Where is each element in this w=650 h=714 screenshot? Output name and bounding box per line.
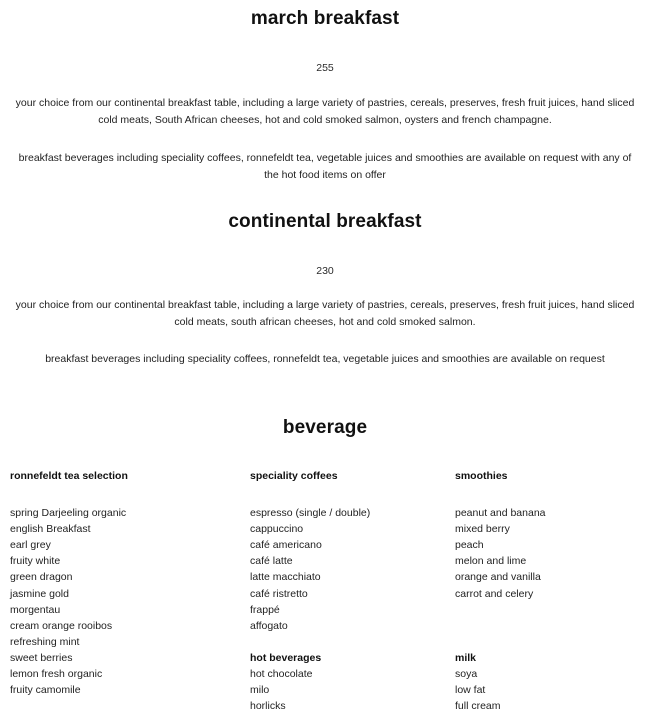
beverage-column-tea — [10, 468, 240, 698]
list-item: refreshing mint — [10, 635, 80, 648]
march-breakfast-description-1: your choice from our continental breakfast table, including a large variety of pastries, cereals, preserves, fresh fruit juices, hand sliced cold meats, South African cheeses, hot and cold smoked salmon, oysters and french champagne. — [15, 96, 635, 126]
list-item: fruity camomile — [10, 684, 81, 697]
milk-item-list — [455, 666, 640, 714]
beverage-title: beverage — [282, 417, 368, 438]
smoothies-column-spacer-3 — [455, 634, 640, 650]
continental-breakfast-description-2: breakfast beverages including speciality coffees, ronnefeldt tea, vegetable juices and smoothies are available on request — [45, 353, 605, 365]
continental-breakfast-description-1: your choice from our continental breakfast table, including a large variety of pastries, cereals, preserves, fresh fruit juices, hand sliced cold meats, south african cheeses, hot and cold smoked salmon. — [15, 299, 635, 328]
hot-beverages-subheading: hot beverages — [250, 651, 322, 664]
coffee-column-heading: speciality coffees — [250, 470, 338, 482]
list-item: jasmine gold — [10, 587, 69, 600]
coffee-column-spacer — [250, 634, 440, 650]
list-item: full cream — [455, 700, 501, 713]
list-item: green dragon — [10, 571, 73, 584]
list-item: espresso (single / double) — [250, 507, 371, 520]
list-item: peach — [455, 539, 484, 552]
march-breakfast-title: march breakfast — [250, 8, 400, 29]
list-item: lemon fresh organic — [10, 668, 103, 681]
list-item: milo — [250, 684, 270, 697]
section-beverage — [10, 368, 640, 713]
list-item: english Breakfast — [10, 523, 91, 536]
list-item: soya — [455, 668, 478, 681]
tea-item-list — [10, 505, 240, 698]
list-item: horlicks — [250, 700, 286, 713]
smoothies-column-spacer-2 — [455, 618, 640, 634]
coffee-item-list — [250, 505, 440, 634]
smoothies-item-list — [455, 505, 640, 602]
list-item: sweet berries — [10, 651, 73, 664]
list-item: hot chocolate — [250, 668, 313, 681]
list-item: fruity white — [10, 555, 61, 568]
list-item: café latte — [250, 555, 293, 568]
list-item: low fat — [455, 684, 486, 697]
march-breakfast-price: 255 — [316, 62, 334, 74]
beverage-column-smoothies — [455, 468, 640, 714]
list-item: morgentau — [10, 603, 61, 616]
hot-beverages-item-list — [250, 666, 440, 714]
list-item: affogato — [250, 619, 288, 632]
smoothies-column-spacer-1 — [455, 602, 640, 618]
section-continental-breakfast — [10, 184, 640, 369]
list-item: spring Darjeeling organic — [10, 507, 127, 520]
list-item: orange and vanilla — [455, 571, 541, 584]
milk-subheading: milk — [455, 651, 477, 664]
list-item: mixed berry — [455, 523, 510, 536]
list-item: frappé — [250, 603, 280, 616]
list-item: cream orange rooibos — [10, 619, 113, 632]
list-item: café ristretto — [250, 587, 308, 600]
list-item: melon and lime — [455, 555, 527, 568]
list-item: peanut and banana — [455, 507, 546, 520]
list-item: latte macchiato — [250, 571, 321, 584]
tea-column-heading: ronnefeldt tea selection — [10, 470, 128, 482]
continental-breakfast-price: 230 — [316, 264, 334, 277]
list-item: earl grey — [10, 539, 51, 552]
smoothies-column-heading: smoothies — [455, 470, 508, 482]
section-march-breakfast — [10, 0, 640, 184]
list-item: cappuccino — [250, 523, 304, 536]
beverage-column-coffee — [250, 468, 440, 714]
list-item: café americano — [250, 539, 322, 552]
list-item: carrot and celery — [455, 587, 534, 600]
continental-breakfast-title: continental breakfast — [228, 210, 422, 232]
march-breakfast-description-2: breakfast beverages including speciality coffees, ronnefeldt tea, vegetable juices and smoothies are available on request with any of the hot food items on offer — [18, 151, 632, 181]
